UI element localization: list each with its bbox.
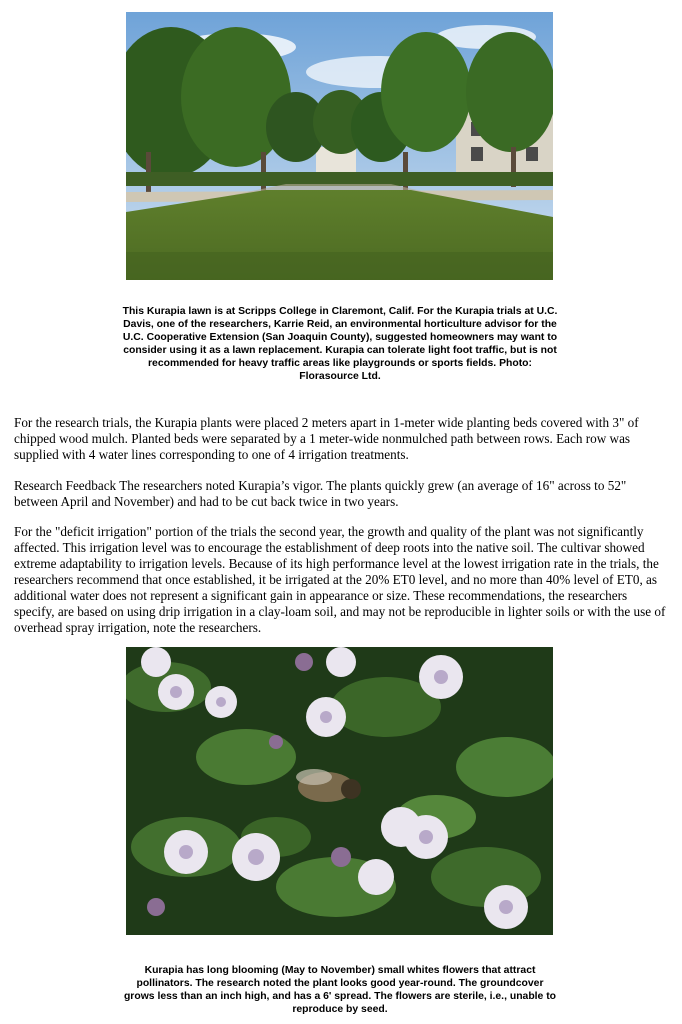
- article-paragraph: For the research trials, the Kurapia plants were placed 2 meters apart in 1-meter wide planting beds covered with 3" of chipped wood mulch. Planted beds were separated by a 1 meter-wide nonmulched path between rows. Each row was supplied with 4 water lines corresponding to one of 4 irrigation treatments.: [14, 415, 639, 462]
- flowers-photo-illustration: [126, 647, 553, 935]
- lawn-photo-caption: This Kurapia lawn is at Scripps College in Claremont, Calif. For the Kurapia trials at U.C. Davis, one of the researchers, Karrie Reid, an environmental horticulture advisor for the U.C. Cooperative Extension (San Joaquin County), suggested homeowners may want to consider using it as a lawn replacement. Kurapia can tolerate light foot traffic, but is not recommended for heavy traffic areas like playgrounds or sports fields. Photo: Florasource Ltd.: [122, 306, 558, 382]
- article-paragraph: For the "deficit irrigation" portion of the trials the second year, the growth and quality of the plant was not significantly affected. This irrigation level was to encourage the establishment of deep roots into the native soil. The cultivar showed extreme adaptability to irrigation levels. Because of its high performance level at the lowest irrigation rate in the trials, the researchers recommend that once established, it be irrigated at the 20% ET0 level, and no more than 40% level of ET0, as additional water does not represent a significant gain in appearance or size. These recommendations, the researchers specify, are based on using drip irrigation in a clay-loam soil, and may not be reproducible in lighter soils or with the use of overhead spray irrigation, note the researchers.: [14, 524, 666, 635]
- lawn-photo: [126, 12, 553, 280]
- flowers-photo-caption: Kurapia has long blooming (May to November) small whites flowers that attract pollinators. The research noted the plant looks good year-round. The groundcover grows less than an inch high, and has a 6' spread. The flowers are sterile, i.e., unable to reproduce by seed.: [123, 965, 557, 1015]
- lawn-photo-illustration: [126, 12, 553, 280]
- article-paragraph: Research Feedback The researchers noted Kurapia’s vigor. The plants quickly grew (an average of 16" across to 52" between April and November) and had to be cut back twice in two years.: [14, 478, 627, 509]
- flowers-photo: [126, 647, 553, 935]
